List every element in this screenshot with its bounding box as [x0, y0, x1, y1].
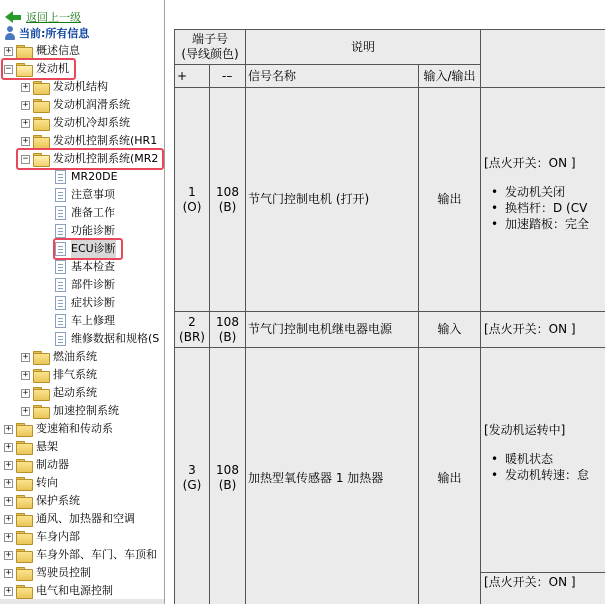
folder-icon: [16, 459, 32, 471]
tree-item-engine-control-mr2[interactable]: − 发动机控制系统(MR2: [22, 152, 159, 165]
expand-icon[interactable]: +: [22, 117, 29, 128]
tree-item-protection[interactable]: + 保护系统: [5, 494, 80, 507]
tree-item-engine-structure[interactable]: + 发动机结构: [22, 80, 108, 93]
tree-item-mr20de[interactable]: MR20DE: [55, 168, 118, 186]
folder-icon: [16, 495, 32, 507]
expand-icon[interactable]: +: [22, 387, 29, 398]
folder-icon: [16, 423, 32, 435]
navigation-tree: [0, 0, 165, 604]
expand-icon[interactable]: +: [5, 567, 12, 578]
table-row-2-plus: 2 (BR): [174, 311, 210, 348]
back-link[interactable]: 返回上一级: [5, 10, 81, 24]
tree-item-body-interior[interactable]: + 车身内部: [5, 530, 80, 543]
expand-icon[interactable]: +: [5, 531, 12, 542]
folder-icon: [33, 117, 49, 129]
folder-icon: [33, 135, 49, 147]
expand-icon[interactable]: +: [22, 369, 29, 380]
header-io: 输入/输出: [418, 64, 481, 88]
table-row-2-io: 输入: [418, 311, 481, 348]
table-row-1-signal: 节气门控制电机 (打开): [245, 87, 419, 312]
expand-icon[interactable]: +: [22, 135, 29, 146]
header-condition: [480, 29, 605, 88]
expand-icon[interactable]: +: [5, 585, 12, 596]
tree-item-ecu-diagnosis[interactable]: ECU诊断: [55, 240, 116, 258]
tree-item-brakes[interactable]: + 制动器: [5, 458, 69, 471]
tree-item-accel-control[interactable]: + 加速控制系统: [22, 404, 119, 417]
document-icon: [55, 314, 66, 328]
tree-item-preparation[interactable]: 准备工作: [55, 204, 115, 222]
highlight-ecu-diagnosis: [53, 238, 123, 260]
tree-item-body-exterior[interactable]: + 车身外部、车门、车顶和: [5, 548, 157, 561]
tree-item-exhaust-system[interactable]: + 排气系统: [22, 368, 97, 381]
tree-item-fuel-system[interactable]: + 燃油系统: [22, 350, 97, 363]
table-row-3-plus: 3 (G): [174, 347, 210, 604]
table-row-3-signal: 加热型氧传感器 1 加热器: [245, 347, 419, 604]
folder-icon: [33, 369, 49, 381]
expand-icon[interactable]: +: [22, 405, 29, 416]
document-icon: [55, 278, 66, 292]
collapse-icon[interactable]: −: [22, 153, 29, 164]
expand-icon[interactable]: +: [22, 351, 29, 362]
header-terminal-no: 端子号 (导线颜色): [174, 29, 246, 65]
tree-item-component-diagnosis[interactable]: 部件诊断: [55, 276, 115, 294]
tree-item-on-vehicle-repair[interactable]: 车上修理: [55, 312, 115, 330]
table-row-1-condition: [点火开关：ON ] • 发动机关闭 • 换档杆：D (CV • 加速踏板：完全: [480, 87, 605, 312]
tree-item-engine[interactable]: − 发动机: [5, 62, 69, 75]
folder-icon: [33, 81, 49, 93]
header-plus: +: [174, 64, 210, 88]
folder-icon: [33, 405, 49, 417]
tree-item-driver-controls[interactable]: + 驾驶员控制: [5, 566, 91, 579]
table-row-1-plus: 1 (O): [174, 87, 210, 312]
tree-item-engine-lubrication[interactable]: + 发动机润滑系统: [22, 98, 130, 111]
tree-item-hvac[interactable]: + 通风、加热器和空调: [5, 512, 135, 525]
folder-icon: [16, 477, 32, 489]
horizontal-scrollbar[interactable]: [0, 599, 165, 604]
folder-icon: [16, 531, 32, 543]
document-icon: [55, 260, 66, 274]
expand-icon[interactable]: +: [22, 81, 29, 92]
table-row-1-minus: 108 (B): [209, 87, 246, 312]
tree-item-precautions[interactable]: 注意事项: [55, 186, 115, 204]
tree-item-engine-cooling[interactable]: + 发动机冷却系统: [22, 116, 130, 129]
highlight-engine-control-mr2: [16, 148, 164, 170]
current-location: 当前:所有信息: [4, 25, 89, 41]
document-icon: [55, 332, 66, 346]
expand-icon[interactable]: +: [5, 549, 12, 560]
expand-icon[interactable]: +: [5, 495, 12, 506]
expand-icon[interactable]: +: [5, 441, 12, 452]
tree-item-function-diagnosis[interactable]: 功能诊断: [55, 222, 115, 240]
folder-icon: [16, 585, 32, 597]
document-icon: [55, 206, 66, 220]
folder-icon: [33, 387, 49, 399]
tree-item-basic-inspection[interactable]: 基本检查: [55, 258, 115, 276]
header-minus: -–: [209, 64, 246, 88]
table-row-3-condition: [发动机运转中] • 暖机状态 • 发动机转速：怠: [480, 347, 605, 573]
table-row-2-signal: 节气门控制电机继电器电源: [245, 311, 419, 348]
tree-item-starting-system[interactable]: + 起动系统: [22, 386, 97, 399]
back-arrow-icon: [5, 11, 13, 23]
tree-item-transmission[interactable]: + 变速箱和传动系: [5, 422, 113, 435]
header-description: 说明: [245, 29, 481, 65]
folder-icon: [16, 45, 32, 57]
expand-icon[interactable]: +: [5, 459, 12, 470]
document-icon: [55, 224, 66, 238]
table-row-2-minus: 108 (B): [209, 311, 246, 348]
table-row-2-condition: [点火开关：ON ]: [480, 311, 605, 348]
user-icon: [4, 26, 16, 40]
expand-icon[interactable]: +: [5, 477, 12, 488]
folder-icon: [16, 549, 32, 561]
folder-icon: [16, 567, 32, 579]
folder-icon: [16, 513, 32, 525]
expand-icon[interactable]: +: [22, 99, 29, 110]
terminal-table: [166, 0, 605, 604]
tree-item-service-data[interactable]: 维修数据和规格(S: [55, 330, 159, 348]
tree-item-electrical[interactable]: + 电气和电源控制: [5, 584, 113, 597]
folder-icon: [16, 441, 32, 453]
tree-item-overview[interactable]: + 概述信息: [5, 44, 80, 57]
table-row-3-io: 输出: [418, 347, 481, 604]
collapse-icon[interactable]: −: [5, 63, 12, 74]
document-icon: [55, 188, 66, 202]
tree-item-suspension[interactable]: + 悬架: [5, 440, 58, 453]
tree-item-engine-control-hr1[interactable]: + 发动机控制系统(HR1: [22, 134, 158, 147]
header-signal-name: 信号名称: [245, 64, 419, 88]
tree-item-symptom-diagnosis[interactable]: 症状诊断: [55, 294, 115, 312]
table-row-3-condition-2: [点火开关：ON ]: [480, 572, 605, 604]
folder-icon: [33, 351, 49, 363]
table-row-3-minus: 108 (B): [209, 347, 246, 604]
expand-icon[interactable]: +: [5, 513, 12, 524]
folder-icon: [33, 99, 49, 111]
document-icon: [55, 170, 66, 184]
table-row-1-io: 输出: [418, 87, 481, 312]
tree-item-steering[interactable]: + 转向: [5, 476, 58, 489]
expand-icon[interactable]: +: [5, 423, 12, 434]
document-icon: [55, 296, 66, 310]
expand-icon[interactable]: +: [5, 45, 12, 56]
highlight-engine: [1, 58, 76, 80]
